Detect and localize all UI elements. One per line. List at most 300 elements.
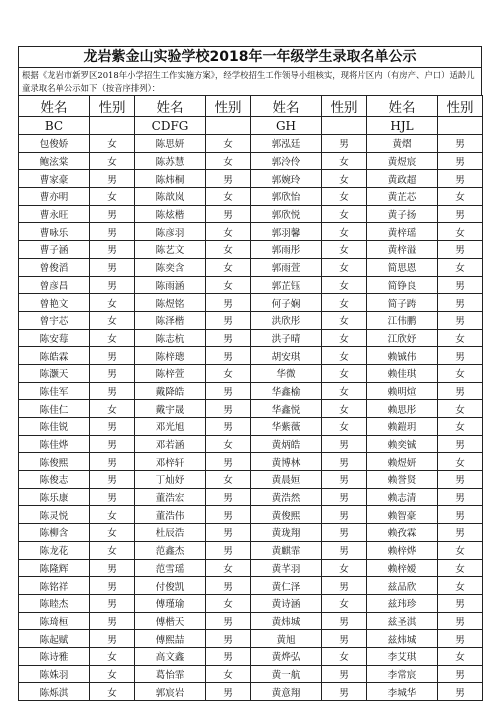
student-gender: 女 (90, 152, 135, 170)
student-name: 董浩宏 (135, 488, 206, 506)
student-name: 陈俊熙 (19, 453, 90, 471)
student-gender: 女 (322, 311, 367, 329)
student-gender: 女 (90, 329, 135, 347)
student-gender: 男 (206, 294, 251, 312)
student-name: 陈烁淇 (19, 683, 90, 701)
student-gender: 男 (322, 683, 367, 701)
student-gender: 男 (206, 329, 251, 347)
student-name: 郭宸岩 (135, 683, 206, 701)
student-name: 黄珑翔 (251, 524, 322, 542)
table-row (19, 382, 483, 400)
student-gender: 女 (206, 559, 251, 577)
group-row (19, 117, 483, 135)
student-gender: 女 (438, 329, 483, 347)
student-gender: 男 (438, 170, 483, 188)
student-gender: 男 (206, 382, 251, 400)
student-gender: 男 (206, 170, 251, 188)
student-gender: 男 (206, 311, 251, 329)
student-name: 赖佳琪 (367, 364, 438, 382)
student-gender: 男 (206, 347, 251, 365)
student-gender: 男 (90, 205, 135, 223)
student-name: 何子娴 (251, 294, 322, 312)
student-name: 郭欣怡 (251, 188, 322, 206)
student-name: 黄炜城 (251, 612, 322, 630)
student-name: 戴降皓 (135, 382, 206, 400)
table-row (19, 188, 483, 206)
student-name: 郭雨彤 (251, 241, 322, 259)
page-title: 龙岩紫金山实验学校2018年一年级学生录取名单公示 (18, 46, 482, 67)
student-gender: 男 (90, 630, 135, 648)
student-gender: 男 (322, 630, 367, 648)
student-gender: 男 (90, 241, 135, 259)
table-row (19, 524, 483, 542)
student-name: 黄芊羽 (251, 559, 322, 577)
student-name: 曹咏乐 (19, 223, 90, 241)
student-gender: 女 (438, 647, 483, 665)
student-gender: 女 (90, 683, 135, 701)
student-gender: 女 (206, 665, 251, 683)
student-gender: 女 (206, 241, 251, 259)
student-name: 胡安琪 (251, 347, 322, 365)
student-gender: 男 (90, 612, 135, 630)
table-row (19, 205, 483, 223)
student-gender: 男 (438, 294, 483, 312)
student-gender: 男 (206, 647, 251, 665)
student-name: 陈诗雅 (19, 647, 90, 665)
student-name: 陈志杭 (135, 329, 206, 347)
group-label: CDFG (135, 117, 206, 135)
student-name: 陈乐康 (19, 488, 90, 506)
student-name: 陈佳仁 (19, 400, 90, 418)
student-name: 郭羽馨 (251, 223, 322, 241)
student-name: 邓梓轩 (135, 453, 206, 471)
student-gender: 女 (90, 524, 135, 542)
student-gender: 男 (438, 382, 483, 400)
student-gender: 男 (438, 347, 483, 365)
student-gender: 男 (90, 382, 135, 400)
table-row (19, 152, 483, 170)
student-gender: 女 (322, 594, 367, 612)
student-gender: 男 (206, 205, 251, 223)
student-name: 赖铖伟 (367, 347, 438, 365)
student-name: 华鑫悦 (251, 400, 322, 418)
student-gender: 女 (90, 541, 135, 559)
student-gender: 女 (206, 435, 251, 453)
student-gender: 男 (438, 152, 483, 170)
student-gender: 男 (206, 418, 251, 436)
table-row (19, 276, 483, 294)
student-gender: 女 (322, 223, 367, 241)
student-name: 郭婉玲 (251, 170, 322, 188)
student-name: 华微 (251, 364, 322, 382)
table-row (19, 488, 483, 506)
student-gender: 女 (322, 276, 367, 294)
student-gender: 女 (322, 205, 367, 223)
student-gender: 男 (438, 205, 483, 223)
student-name: 曹永旺 (19, 205, 90, 223)
student-name: 赖梓嫒 (367, 559, 438, 577)
table-row (19, 258, 483, 276)
student-gender: 男 (206, 400, 251, 418)
student-name: 李艾琪 (367, 647, 438, 665)
student-gender: 男 (206, 630, 251, 648)
header-gender: 性别 (206, 96, 251, 117)
student-name: 陈梓萱 (135, 364, 206, 382)
student-gender: 女 (206, 223, 251, 241)
student-gender: 男 (322, 435, 367, 453)
student-name: 杜辰浩 (135, 524, 206, 542)
student-name: 戴宇晟 (135, 400, 206, 418)
table-row (19, 577, 483, 595)
student-gender: 女 (322, 559, 367, 577)
student-name: 李常宸 (367, 665, 438, 683)
student-gender: 女 (206, 594, 251, 612)
student-name: 赖鎧玥 (367, 418, 438, 436)
student-gender: 男 (90, 364, 135, 382)
student-gender: 女 (322, 400, 367, 418)
student-name: 付俊凯 (135, 577, 206, 595)
student-name: 黄煜宸 (367, 152, 438, 170)
student-gender: 男 (438, 612, 483, 630)
student-gender: 女 (90, 135, 135, 153)
student-name: 江伟鹏 (367, 311, 438, 329)
table-row (19, 612, 483, 630)
student-name: 黄麒霏 (251, 541, 322, 559)
student-name: 洪欣彤 (251, 311, 322, 329)
student-gender: 男 (206, 506, 251, 524)
student-name: 江欣妤 (367, 329, 438, 347)
student-name: 黄博林 (251, 453, 322, 471)
table-row (19, 364, 483, 382)
table-row (19, 647, 483, 665)
student-gender: 男 (438, 665, 483, 683)
student-name: 陈姝羽 (19, 665, 90, 683)
student-gender: 男 (322, 453, 367, 471)
student-name: 葛怡霏 (135, 665, 206, 683)
student-name: 丁灿妤 (135, 471, 206, 489)
student-gender: 男 (322, 665, 367, 683)
table-row (19, 506, 483, 524)
student-name: 简子踌 (367, 294, 438, 312)
header-row (19, 96, 483, 117)
student-gender: 男 (90, 435, 135, 453)
header-name: 姓名 (135, 96, 206, 117)
header-name: 姓名 (367, 96, 438, 117)
student-gender: 女 (438, 364, 483, 382)
student-name: 邓光旭 (135, 418, 206, 436)
student-name: 陈琦桓 (19, 612, 90, 630)
student-gender: 男 (206, 577, 251, 595)
student-name: 陈安莓 (19, 329, 90, 347)
group-label: HJL (367, 117, 438, 135)
student-name: 陈灵悦 (19, 506, 90, 524)
admission-table (18, 95, 483, 701)
student-name: 傅楷天 (135, 612, 206, 630)
table-row (19, 418, 483, 436)
student-name: 兹品欣 (367, 577, 438, 595)
student-name: 黄晨姮 (251, 471, 322, 489)
student-gender: 女 (322, 170, 367, 188)
student-name: 曾俊滔 (19, 258, 90, 276)
table-row (19, 471, 483, 489)
group-spacer (322, 117, 367, 135)
student-name: 曾彦昌 (19, 276, 90, 294)
student-name: 曾艳文 (19, 294, 90, 312)
student-name: 黄梓瑶 (367, 223, 438, 241)
student-name: 陈雨涵 (135, 276, 206, 294)
student-gender: 男 (438, 471, 483, 489)
table-row (19, 135, 483, 153)
group-label: BC (19, 117, 90, 135)
header-gender: 性别 (322, 96, 367, 117)
table-row (19, 435, 483, 453)
student-gender: 女 (90, 506, 135, 524)
student-name: 曹子涵 (19, 241, 90, 259)
student-name: 黄熠 (367, 135, 438, 153)
table-row (19, 683, 483, 701)
group-spacer (206, 117, 251, 135)
student-gender: 女 (322, 188, 367, 206)
student-name: 郭泓廷 (251, 135, 322, 153)
table-row (19, 329, 483, 347)
student-gender: 男 (90, 347, 135, 365)
student-name: 陈炫楷 (135, 205, 206, 223)
student-name: 黄子扬 (367, 205, 438, 223)
student-name: 陈苏慧 (135, 152, 206, 170)
student-gender: 男 (206, 453, 251, 471)
student-gender: 男 (438, 594, 483, 612)
student-name: 黄俊熙 (251, 506, 322, 524)
student-gender: 女 (438, 400, 483, 418)
student-gender: 女 (322, 152, 367, 170)
student-name: 李城华 (367, 683, 438, 701)
student-gender: 男 (90, 276, 135, 294)
header-gender: 性别 (438, 96, 483, 117)
student-gender: 男 (90, 577, 135, 595)
student-gender: 男 (322, 524, 367, 542)
student-name: 赖明煊 (367, 382, 438, 400)
student-gender: 男 (438, 683, 483, 701)
student-gender: 男 (438, 435, 483, 453)
student-gender: 男 (438, 276, 483, 294)
student-name: 董浩伟 (135, 506, 206, 524)
student-name: 范雪瑶 (135, 559, 206, 577)
student-name: 陈思妍 (135, 135, 206, 153)
group-spacer (90, 117, 135, 135)
student-gender: 女 (438, 541, 483, 559)
student-name: 赖誉贤 (367, 471, 438, 489)
table-row (19, 347, 483, 365)
student-gender: 女 (438, 258, 483, 276)
student-name: 华鑫榆 (251, 382, 322, 400)
student-name: 曹家豪 (19, 170, 90, 188)
header-gender: 性别 (90, 96, 135, 117)
student-name: 郭泠伶 (251, 152, 322, 170)
student-name: 傅瑾瑜 (135, 594, 206, 612)
student-gender: 女 (206, 135, 251, 153)
student-name: 曾宇芯 (19, 311, 90, 329)
student-name: 范鑫杰 (135, 541, 206, 559)
student-gender: 男 (438, 506, 483, 524)
student-gender: 男 (90, 418, 135, 436)
student-gender: 男 (90, 488, 135, 506)
student-gender: 男 (438, 135, 483, 153)
table-row (19, 630, 483, 648)
student-gender: 女 (206, 258, 251, 276)
student-name: 陈佳锐 (19, 418, 90, 436)
student-name: 赖智豪 (367, 506, 438, 524)
student-gender: 女 (322, 347, 367, 365)
student-name: 陈铭祥 (19, 577, 90, 595)
student-gender: 女 (90, 311, 135, 329)
student-gender: 男 (90, 170, 135, 188)
student-name: 鲍泫棠 (19, 152, 90, 170)
student-gender: 男 (90, 453, 135, 471)
student-gender: 男 (90, 223, 135, 241)
student-name: 陈炜桐 (135, 170, 206, 188)
student-name: 陈柳含 (19, 524, 90, 542)
student-gender: 女 (322, 647, 367, 665)
student-name: 黄炳皓 (251, 435, 322, 453)
student-name: 陈俊志 (19, 471, 90, 489)
student-name: 陈泽楷 (135, 311, 206, 329)
student-gender: 男 (322, 577, 367, 595)
student-name: 黄梓溢 (367, 241, 438, 259)
student-name: 傅熙喆 (135, 630, 206, 648)
student-name: 赖煜妍 (367, 453, 438, 471)
student-gender: 女 (322, 364, 367, 382)
student-gender: 男 (438, 311, 483, 329)
student-gender: 男 (322, 612, 367, 630)
group-label: GH (251, 117, 322, 135)
table-row (19, 559, 483, 577)
admission-list-sheet (18, 46, 482, 701)
student-name: 简思恩 (367, 258, 438, 276)
student-gender: 男 (438, 524, 483, 542)
student-gender: 女 (206, 152, 251, 170)
student-name: 陈彦羽 (135, 223, 206, 241)
student-name: 赖思彤 (367, 400, 438, 418)
student-name: 郭芷钰 (251, 276, 322, 294)
table-row (19, 541, 483, 559)
table-row (19, 400, 483, 418)
student-name: 陈歆岚 (135, 188, 206, 206)
student-gender: 男 (206, 612, 251, 630)
student-name: 陈梓璁 (135, 347, 206, 365)
student-name: 黄一航 (251, 665, 322, 683)
student-name: 陈佳军 (19, 382, 90, 400)
student-name: 赖志清 (367, 488, 438, 506)
student-gender: 女 (206, 364, 251, 382)
header-name: 姓名 (251, 96, 322, 117)
student-name: 黄意翔 (251, 683, 322, 701)
student-name: 兹玮珍 (367, 594, 438, 612)
student-name: 陈起赋 (19, 630, 90, 648)
student-name: 黄旭 (251, 630, 322, 648)
student-name: 黄浩然 (251, 488, 322, 506)
table-row (19, 665, 483, 683)
student-gender: 女 (206, 188, 251, 206)
student-name: 黄政超 (367, 170, 438, 188)
student-gender: 男 (206, 488, 251, 506)
student-gender: 女 (90, 294, 135, 312)
student-gender: 男 (90, 471, 135, 489)
student-name: 黄诗涵 (251, 594, 322, 612)
student-name: 陈艺文 (135, 241, 206, 259)
student-gender: 女 (90, 665, 135, 683)
student-gender: 女 (90, 647, 135, 665)
table-row (19, 241, 483, 259)
student-name: 兹炜城 (367, 630, 438, 648)
student-name: 陈睦杰 (19, 594, 90, 612)
student-name: 陈皓霖 (19, 347, 90, 365)
student-gender: 女 (322, 329, 367, 347)
student-name: 赖奕铖 (367, 435, 438, 453)
student-gender: 男 (322, 541, 367, 559)
student-gender: 女 (90, 400, 135, 418)
table-row (19, 170, 483, 188)
student-gender: 男 (322, 506, 367, 524)
student-name: 郭雨萱 (251, 258, 322, 276)
student-gender: 男 (206, 524, 251, 542)
student-name: 高文鑫 (135, 647, 206, 665)
student-gender: 女 (438, 418, 483, 436)
student-gender: 男 (90, 594, 135, 612)
student-name: 黄芷芯 (367, 188, 438, 206)
student-name: 洪子晴 (251, 329, 322, 347)
student-gender: 男 (322, 471, 367, 489)
student-gender: 男 (438, 630, 483, 648)
student-name: 黄烨弘 (251, 647, 322, 665)
student-gender: 女 (206, 276, 251, 294)
student-gender: 女 (322, 382, 367, 400)
student-name: 赖梓烨 (367, 541, 438, 559)
table-row (19, 594, 483, 612)
student-name: 陈隆辉 (19, 559, 90, 577)
student-gender: 男 (206, 683, 251, 701)
student-name: 陈龙花 (19, 541, 90, 559)
student-name: 邓若涵 (135, 435, 206, 453)
student-gender: 男 (206, 541, 251, 559)
group-spacer (438, 117, 483, 135)
student-gender: 男 (322, 488, 367, 506)
student-name: 陈奕含 (135, 258, 206, 276)
student-name: 兹圣淇 (367, 612, 438, 630)
student-name: 赖孜霖 (367, 524, 438, 542)
student-name: 陈佳烨 (19, 435, 90, 453)
student-name: 包俊娇 (19, 135, 90, 153)
student-gender: 女 (438, 188, 483, 206)
student-gender: 女 (438, 223, 483, 241)
student-gender: 女 (322, 241, 367, 259)
student-name: 郭欣悦 (251, 205, 322, 223)
student-gender: 男 (438, 488, 483, 506)
table-row (19, 223, 483, 241)
header-name: 姓名 (19, 96, 90, 117)
student-gender: 男 (90, 258, 135, 276)
student-name: 简铮良 (367, 276, 438, 294)
table-row (19, 453, 483, 471)
student-gender: 女 (438, 577, 483, 595)
student-name: 陈煜铭 (135, 294, 206, 312)
notice-text: 根据《龙岩市新罗区2018年小学招生工作实施方案》，经学校招生工作领导小组核实，现将片区内（有房产、户口）适龄儿童录取名单公示如下（按音序排列）： (18, 67, 482, 95)
student-gender: 女 (322, 258, 367, 276)
table-row (19, 294, 483, 312)
table-row (19, 311, 483, 329)
student-name: 华紫薇 (251, 418, 322, 436)
student-gender: 女 (90, 188, 135, 206)
student-gender: 女 (438, 453, 483, 471)
